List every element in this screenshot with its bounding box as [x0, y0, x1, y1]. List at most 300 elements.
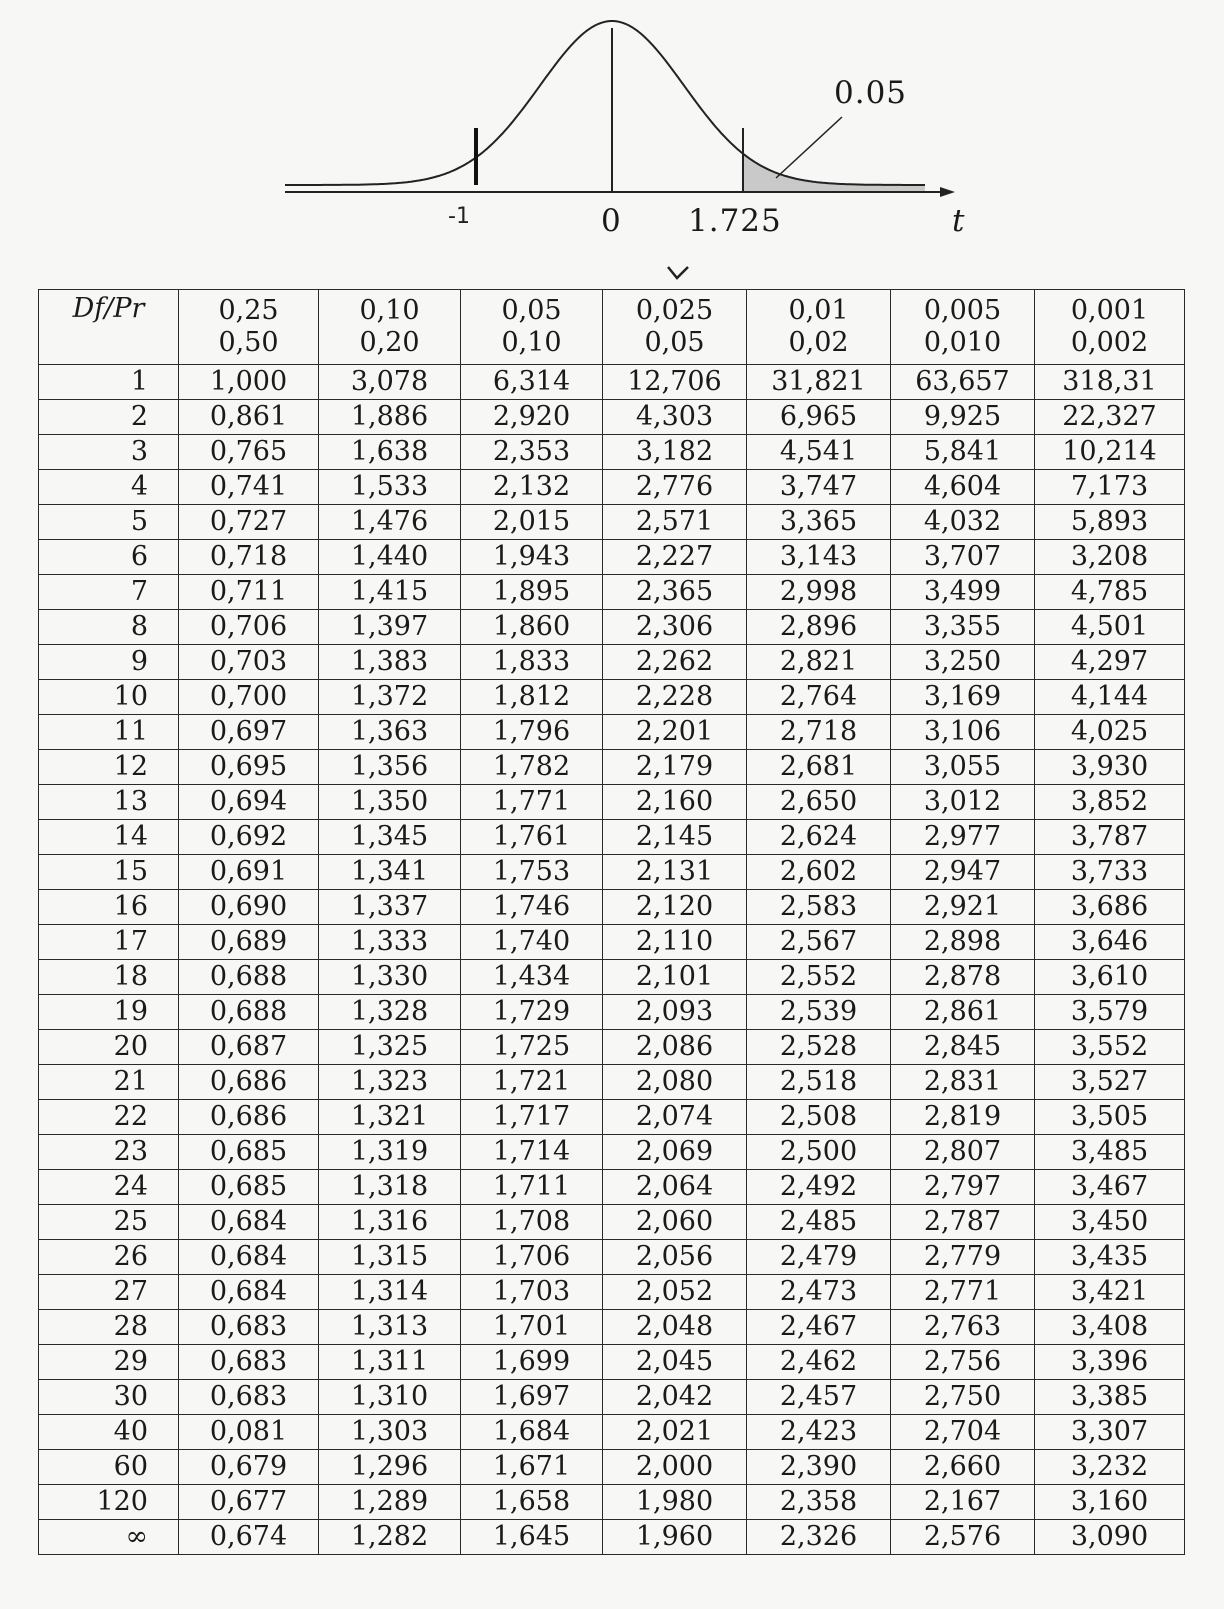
critical-value-cell: 3,930 [1035, 750, 1185, 785]
critical-value-cell: 1,729 [461, 995, 603, 1030]
critical-value-cell: 2,080 [603, 1065, 747, 1100]
df-cell: 4 [39, 470, 179, 505]
critical-value-cell: 2,110 [603, 925, 747, 960]
df-cell: 23 [39, 1135, 179, 1170]
critical-value-cell: 1,860 [461, 610, 603, 645]
critical-value-cell: 2,064 [603, 1170, 747, 1205]
critical-value-cell: 2,500 [747, 1135, 891, 1170]
critical-value-cell: 2,179 [603, 750, 747, 785]
critical-value-cell: 1,415 [319, 575, 461, 610]
critical-value-cell: 0,683 [179, 1380, 319, 1415]
density-curve [285, 21, 925, 185]
critical-value-cell: 2,771 [891, 1275, 1035, 1310]
critical-value-cell: 5,893 [1035, 505, 1185, 540]
critical-value-cell: 2,101 [603, 960, 747, 995]
df-cell: 12 [39, 750, 179, 785]
df-cell: ∞ [39, 1520, 179, 1555]
critical-value-cell: 0,691 [179, 855, 319, 890]
critical-value-cell: 3,160 [1035, 1485, 1185, 1520]
table-row [39, 750, 1185, 785]
critical-value-cell: 0,685 [179, 1135, 319, 1170]
critical-value-cell: 1,476 [319, 505, 461, 540]
critical-value-cell: 1,701 [461, 1310, 603, 1345]
critical-value-cell: 2,779 [891, 1240, 1035, 1275]
df-cell: 30 [39, 1380, 179, 1415]
table-row [39, 1100, 1185, 1135]
critical-value-cell: 0,674 [179, 1520, 319, 1555]
t-distribution-table [38, 289, 1185, 1555]
two-tail-probability: 0,002 [1070, 327, 1149, 358]
table-row [39, 1485, 1185, 1520]
probability-header-4 [603, 290, 747, 365]
table-row [39, 1030, 1185, 1065]
critical-value-cell: 0,697 [179, 715, 319, 750]
critical-value-cell: 3,610 [1035, 960, 1185, 995]
critical-value-cell: 2,681 [747, 750, 891, 785]
df-cell: 7 [39, 575, 179, 610]
df-cell: 120 [39, 1485, 179, 1520]
table-row [39, 1380, 1185, 1415]
probability-header-5 [747, 290, 891, 365]
critical-value-cell: 3,579 [1035, 995, 1185, 1030]
critical-value-cell: 0,692 [179, 820, 319, 855]
critical-value-cell: 4,785 [1035, 575, 1185, 610]
table-row [39, 995, 1185, 1030]
critical-value-cell: 2,797 [891, 1170, 1035, 1205]
critical-value-cell: 1,000 [179, 365, 319, 400]
df-cell: 20 [39, 1030, 179, 1065]
critical-value-cell: 1,434 [461, 960, 603, 995]
critical-value-cell: 2,201 [603, 715, 747, 750]
critical-value-cell: 2,539 [747, 995, 891, 1030]
critical-value-cell: 2,896 [747, 610, 891, 645]
critical-value-cell: 2,131 [603, 855, 747, 890]
critical-value-cell: 1,310 [319, 1380, 461, 1415]
tail-area-shading [743, 154, 925, 192]
df-cell: 9 [39, 645, 179, 680]
critical-value-cell: 1,311 [319, 1345, 461, 1380]
critical-value-cell: 1,711 [461, 1170, 603, 1205]
critical-value-cell: 1,658 [461, 1485, 603, 1520]
table-body [39, 365, 1185, 1555]
df-cell: 1 [39, 365, 179, 400]
table-row [39, 715, 1185, 750]
two-tail-probability: 0,05 [644, 327, 705, 358]
critical-value-cell: 1,356 [319, 750, 461, 785]
critical-value-cell: 1,833 [461, 645, 603, 680]
critical-value-cell: 0,683 [179, 1345, 319, 1380]
critical-value-cell: 1,721 [461, 1065, 603, 1100]
df-cell: 25 [39, 1205, 179, 1240]
critical-value-cell: 1,372 [319, 680, 461, 715]
critical-value-cell: 2,998 [747, 575, 891, 610]
table-row [39, 680, 1185, 715]
two-tail-probability: 0,20 [359, 327, 420, 358]
critical-value-cell: 2,576 [891, 1520, 1035, 1555]
one-tail-probability: 0,05 [501, 295, 562, 326]
critical-value-cell: 22,327 [1035, 400, 1185, 435]
critical-value-cell: 0,685 [179, 1170, 319, 1205]
critical-value-cell: 5,841 [891, 435, 1035, 470]
critical-value-cell: 2,060 [603, 1205, 747, 1240]
critical-value-cell: 0,684 [179, 1275, 319, 1310]
critical-value-cell: 2,650 [747, 785, 891, 820]
critical-value-cell: 2,042 [603, 1380, 747, 1415]
critical-value-cell: 1,440 [319, 540, 461, 575]
critical-value-cell: 2,602 [747, 855, 891, 890]
df-cell: 29 [39, 1345, 179, 1380]
table-row [39, 400, 1185, 435]
critical-value-cell: 2,571 [603, 505, 747, 540]
table-header-row [39, 290, 1185, 365]
critical-value-cell: 6,965 [747, 400, 891, 435]
critical-value-cell: 3,169 [891, 680, 1035, 715]
df-cell: 60 [39, 1450, 179, 1485]
critical-value-cell: 2,358 [747, 1485, 891, 1520]
critical-value-cell: 3,499 [891, 575, 1035, 610]
critical-value-cell: 1,328 [319, 995, 461, 1030]
df-cell: 10 [39, 680, 179, 715]
critical-value-cell: 1,289 [319, 1485, 461, 1520]
critical-value-cell: 2,776 [603, 470, 747, 505]
critical-value-cell: 2,074 [603, 1100, 747, 1135]
critical-value-cell: 2,764 [747, 680, 891, 715]
critical-value-cell: 3,467 [1035, 1170, 1185, 1205]
one-tail-probability: 0,01 [788, 295, 849, 326]
df-cell: 22 [39, 1100, 179, 1135]
critical-value-cell: 0,688 [179, 995, 319, 1030]
critical-value-cell: 0,677 [179, 1485, 319, 1520]
critical-value-cell: 3,435 [1035, 1240, 1185, 1275]
critical-value-cell: 2,479 [747, 1240, 891, 1275]
handwritten-neg-label: -1 [448, 204, 470, 229]
df-cell: 19 [39, 995, 179, 1030]
critical-value-cell: 1,717 [461, 1100, 603, 1135]
critical-value-cell: 1,350 [319, 785, 461, 820]
critical-value-cell: 1,313 [319, 1310, 461, 1345]
critical-value-cell: 2,821 [747, 645, 891, 680]
axis-zero-label: 0 [601, 203, 622, 239]
critical-value-cell: 0,679 [179, 1450, 319, 1485]
critical-value-cell: 2,457 [747, 1380, 891, 1415]
table-row [39, 1275, 1185, 1310]
table-row [39, 505, 1185, 540]
critical-value-cell: 1,638 [319, 435, 461, 470]
critical-value-cell: 3,143 [747, 540, 891, 575]
table-row [39, 610, 1185, 645]
critical-value-cell: 4,144 [1035, 680, 1185, 715]
critical-value-label: 1.725 [688, 203, 782, 239]
critical-value-cell: 0,683 [179, 1310, 319, 1345]
critical-value-cell: 2,326 [747, 1520, 891, 1555]
critical-value-cell: 1,771 [461, 785, 603, 820]
critical-value-cell: 0,686 [179, 1065, 319, 1100]
table-row [39, 1240, 1185, 1275]
df-pr-header: Df/Pr [39, 290, 179, 365]
critical-value-cell: 10,214 [1035, 435, 1185, 470]
critical-value-cell: 1,325 [319, 1030, 461, 1065]
critical-value-cell: 2,069 [603, 1135, 747, 1170]
table-row [39, 365, 1185, 400]
critical-value-cell: 2,492 [747, 1170, 891, 1205]
critical-value-cell: 0,688 [179, 960, 319, 995]
critical-value-cell: 7,173 [1035, 470, 1185, 505]
critical-value-cell: 2,750 [891, 1380, 1035, 1415]
critical-value-cell: 4,541 [747, 435, 891, 470]
critical-value-cell: 2,763 [891, 1310, 1035, 1345]
df-cell: 28 [39, 1310, 179, 1345]
critical-value-cell: 2,977 [891, 820, 1035, 855]
critical-value-cell: 4,025 [1035, 715, 1185, 750]
two-tail-probability: 0,010 [923, 327, 1002, 358]
critical-value-cell: 0,686 [179, 1100, 319, 1135]
critical-value-cell: 2,306 [603, 610, 747, 645]
critical-value-cell: 2,365 [603, 575, 747, 610]
df-cell: 14 [39, 820, 179, 855]
df-cell: 24 [39, 1170, 179, 1205]
df-cell: 11 [39, 715, 179, 750]
df-cell: 2 [39, 400, 179, 435]
critical-value-cell: 0,690 [179, 890, 319, 925]
critical-value-cell: 1,363 [319, 715, 461, 750]
tail-label-pointer [776, 117, 842, 178]
critical-value-cell: 1,533 [319, 470, 461, 505]
probability-header-1 [179, 290, 319, 365]
critical-value-cell: 1,708 [461, 1205, 603, 1240]
critical-value-cell: 63,657 [891, 365, 1035, 400]
critical-value-cell: 0,741 [179, 470, 319, 505]
critical-value-cell: 1,318 [319, 1170, 461, 1205]
critical-value-cell: 3,385 [1035, 1380, 1185, 1415]
critical-value-cell: 3,355 [891, 610, 1035, 645]
two-tail-probability: 0,50 [218, 327, 279, 358]
critical-value-cell: 9,925 [891, 400, 1035, 435]
critical-value-cell: 1,697 [461, 1380, 603, 1415]
critical-value-cell: 1,746 [461, 890, 603, 925]
df-cell: 6 [39, 540, 179, 575]
critical-value-cell: 2,353 [461, 435, 603, 470]
critical-value-cell: 2,021 [603, 1415, 747, 1450]
df-cell: 40 [39, 1415, 179, 1450]
critical-value-cell: 3,055 [891, 750, 1035, 785]
critical-value-cell: 3,421 [1035, 1275, 1185, 1310]
table-row [39, 820, 1185, 855]
critical-value-cell: 2,145 [603, 820, 747, 855]
x-axis-arrowhead [940, 187, 955, 197]
critical-value-cell: 3,707 [891, 540, 1035, 575]
critical-value-cell: 2,160 [603, 785, 747, 820]
critical-value-cell: 3,090 [1035, 1520, 1185, 1555]
df-cell: 5 [39, 505, 179, 540]
t-distribution-figure [0, 0, 1224, 280]
table-row [39, 470, 1185, 505]
critical-value-cell: 2,056 [603, 1240, 747, 1275]
critical-value-cell: 4,501 [1035, 610, 1185, 645]
critical-value-cell: 3,646 [1035, 925, 1185, 960]
df-cell: 17 [39, 925, 179, 960]
critical-value-cell: 3,787 [1035, 820, 1185, 855]
critical-value-cell: 2,086 [603, 1030, 747, 1065]
critical-value-cell: 3,078 [319, 365, 461, 400]
critical-value-cell: 1,319 [319, 1135, 461, 1170]
df-cell: 15 [39, 855, 179, 890]
critical-value-cell: 2,567 [747, 925, 891, 960]
critical-value-cell: 1,383 [319, 645, 461, 680]
critical-value-cell: 1,333 [319, 925, 461, 960]
critical-value-cell: 1,753 [461, 855, 603, 890]
df-cell: 18 [39, 960, 179, 995]
critical-value-cell: 2,120 [603, 890, 747, 925]
table-row [39, 855, 1185, 890]
critical-value-cell: 1,397 [319, 610, 461, 645]
critical-value-cell: 3,686 [1035, 890, 1185, 925]
critical-value-cell: 1,684 [461, 1415, 603, 1450]
critical-value-cell: 0,700 [179, 680, 319, 715]
critical-value-cell: 2,000 [603, 1450, 747, 1485]
critical-value-cell: 2,045 [603, 1345, 747, 1380]
critical-value-cell: 0,727 [179, 505, 319, 540]
df-cell: 27 [39, 1275, 179, 1310]
critical-value-cell: 2,093 [603, 995, 747, 1030]
table-row [39, 1205, 1185, 1240]
critical-value-cell: 1,303 [319, 1415, 461, 1450]
critical-value-cell: 2,052 [603, 1275, 747, 1310]
critical-value-cell: 3,396 [1035, 1345, 1185, 1380]
one-tail-probability: 0,10 [359, 295, 420, 326]
critical-value-cell: 0,861 [179, 400, 319, 435]
critical-value-cell: 3,106 [891, 715, 1035, 750]
critical-value-cell: 2,624 [747, 820, 891, 855]
critical-value-cell: 3,182 [603, 435, 747, 470]
critical-value-cell: 2,718 [747, 715, 891, 750]
critical-value-cell: 0,706 [179, 610, 319, 645]
critical-value-cell: 0,694 [179, 785, 319, 820]
critical-value-cell: 1,895 [461, 575, 603, 610]
critical-value-cell: 0,718 [179, 540, 319, 575]
critical-value-cell: 3,552 [1035, 1030, 1185, 1065]
probability-header-6 [891, 290, 1035, 365]
critical-value-cell: 4,303 [603, 400, 747, 435]
critical-value-cell: 0,703 [179, 645, 319, 680]
critical-value-cell: 4,032 [891, 505, 1035, 540]
one-tail-probability: 0,025 [635, 295, 714, 326]
critical-value-cell: 3,450 [1035, 1205, 1185, 1240]
one-tail-probability: 0,005 [923, 295, 1002, 326]
critical-value-cell: 0,689 [179, 925, 319, 960]
critical-value-cell: 3,852 [1035, 785, 1185, 820]
critical-value-cell: 1,282 [319, 1520, 461, 1555]
critical-value-cell: 12,706 [603, 365, 747, 400]
critical-value-cell: 1,330 [319, 960, 461, 995]
critical-value-cell: 2,227 [603, 540, 747, 575]
critical-value-cell: 2,921 [891, 890, 1035, 925]
table-row [39, 925, 1185, 960]
critical-value-cell: 3,365 [747, 505, 891, 540]
critical-value-cell: 2,878 [891, 960, 1035, 995]
critical-value-cell: 2,462 [747, 1345, 891, 1380]
critical-value-cell: 2,167 [891, 1485, 1035, 1520]
probability-header-3 [461, 290, 603, 365]
df-cell: 8 [39, 610, 179, 645]
critical-value-cell: 3,250 [891, 645, 1035, 680]
table-row [39, 890, 1185, 925]
one-tail-probability: 0,25 [218, 295, 279, 326]
table-row [39, 575, 1185, 610]
critical-value-cell: 1,960 [603, 1520, 747, 1555]
df-cell: 21 [39, 1065, 179, 1100]
critical-value-cell: 2,390 [747, 1450, 891, 1485]
table-row [39, 1310, 1185, 1345]
critical-value-cell: 2,528 [747, 1030, 891, 1065]
critical-value-cell: 3,408 [1035, 1310, 1185, 1345]
critical-value-cell: 2,807 [891, 1135, 1035, 1170]
critical-value-cell: 2,819 [891, 1100, 1035, 1135]
critical-value-cell: 1,703 [461, 1275, 603, 1310]
critical-value-cell: 3,505 [1035, 1100, 1185, 1135]
critical-value-cell: 0,684 [179, 1240, 319, 1275]
df-cell: 3 [39, 435, 179, 470]
table-row [39, 1170, 1185, 1205]
critical-value-cell: 1,341 [319, 855, 461, 890]
critical-value-cell: 2,552 [747, 960, 891, 995]
critical-value-cell: 0,684 [179, 1205, 319, 1240]
critical-value-cell: 2,048 [603, 1310, 747, 1345]
critical-value-cell: 1,296 [319, 1450, 461, 1485]
critical-value-cell: 3,527 [1035, 1065, 1185, 1100]
critical-value-cell: 2,228 [603, 680, 747, 715]
critical-value-cell: 2,947 [891, 855, 1035, 890]
critical-value-cell: 1,337 [319, 890, 461, 925]
critical-value-cell: 2,473 [747, 1275, 891, 1310]
critical-value-cell: 1,886 [319, 400, 461, 435]
probability-header-7 [1035, 290, 1185, 365]
critical-value-cell: 1,699 [461, 1345, 603, 1380]
two-tail-probability: 0,10 [501, 327, 562, 358]
critical-value-cell: 1,323 [319, 1065, 461, 1100]
critical-value-cell: 2,467 [747, 1310, 891, 1345]
critical-value-cell: 2,583 [747, 890, 891, 925]
critical-value-cell: 2,485 [747, 1205, 891, 1240]
critical-value-cell: 1,761 [461, 820, 603, 855]
critical-value-cell: 4,297 [1035, 645, 1185, 680]
critical-value-cell: 2,508 [747, 1100, 891, 1135]
critical-value-cell: 2,831 [891, 1065, 1035, 1100]
critical-value-cell: 1,706 [461, 1240, 603, 1275]
table-row [39, 785, 1185, 820]
critical-value-cell: 1,316 [319, 1205, 461, 1240]
critical-value-cell: 3,747 [747, 470, 891, 505]
df-cell: 16 [39, 890, 179, 925]
critical-value-cell: 1,740 [461, 925, 603, 960]
critical-value-cell: 2,861 [891, 995, 1035, 1030]
critical-value-cell: 0,081 [179, 1415, 319, 1450]
table-row [39, 435, 1185, 470]
handwritten-check-mark [668, 267, 688, 278]
critical-value-cell: 1,796 [461, 715, 603, 750]
table-row [39, 1520, 1185, 1555]
table-row [39, 1450, 1185, 1485]
critical-value-cell: 6,314 [461, 365, 603, 400]
critical-value-cell: 2,898 [891, 925, 1035, 960]
critical-value-cell: 3,208 [1035, 540, 1185, 575]
critical-value-cell: 1,321 [319, 1100, 461, 1135]
table-row [39, 960, 1185, 995]
critical-value-cell: 2,845 [891, 1030, 1035, 1065]
df-cell: 13 [39, 785, 179, 820]
critical-value-cell: 2,423 [747, 1415, 891, 1450]
critical-value-cell: 2,787 [891, 1205, 1035, 1240]
critical-value-cell: 1,345 [319, 820, 461, 855]
